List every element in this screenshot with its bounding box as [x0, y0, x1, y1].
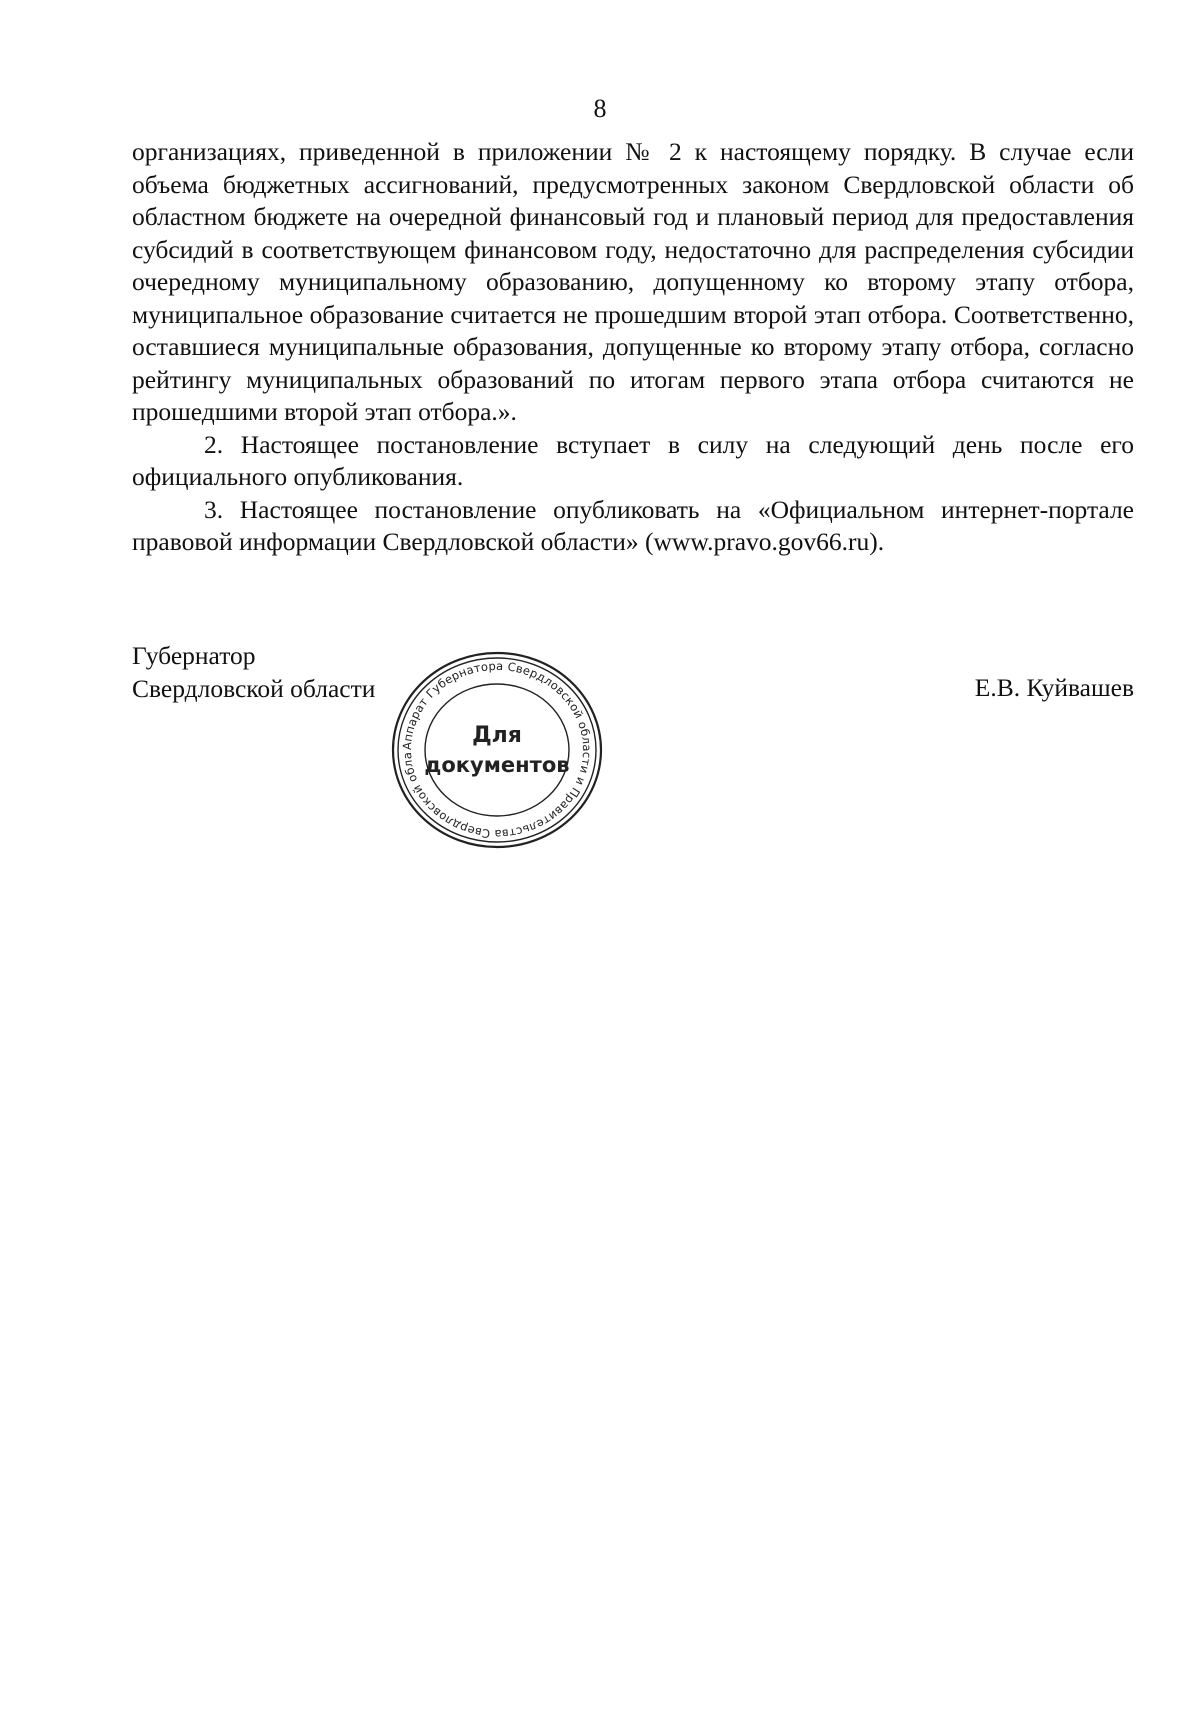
document-body [132, 136, 1134, 559]
paragraph-continuation: организациях, приведенной в приложении № 2 к настоящему порядку. В случае если объема бюджетных ассигнований, предусмотренных законом Свердловской области об областном бюджете на очередной финансовый год и плановый период для предоставления субсидий в соответствующем финансовом году, недостаточно для распределения субсидии очередному муниципальному образованию, допущенному ко второму этапу отбора, муниципальное образование считается не прошедшим второй этап отбора. Соответственно, оставшиеся муниципальные образования, допущенные ко второму этапу отбора, согласно рейтингу муниципальных образований по итогам первого этапа отбора считаются не прошедшими второй этап отбора.». [132, 137, 1134, 426]
stamp-ring-text: Аппарат Губернатора Свердловской области и Правительства Свердловской обла [399, 658, 595, 842]
page-number: 8 [593, 94, 607, 123]
official-seal-stamp [382, 640, 612, 860]
stamp-center-line-2: документов [424, 753, 570, 777]
paragraph-item-2: 2. Настоящее постановление вступает в силу на следующий день после его официального опубликования. [132, 429, 1134, 491]
signatory-title [132, 640, 375, 705]
paragraph-item-3: 3. Настоящее постановление опубликовать на «Официальном интернет-портале правовой информации Свердловской области» (www.pravo.gov66.ru). [132, 494, 1134, 556]
signatory-title-line-2: Свердловской области [132, 673, 376, 703]
stamp-center-line-1: Для [472, 723, 522, 748]
signature-block [132, 640, 1134, 870]
signatory-name: Е.В. Куйвашев [974, 673, 1134, 702]
signatory-title-line-1: Губернатор [132, 641, 256, 670]
